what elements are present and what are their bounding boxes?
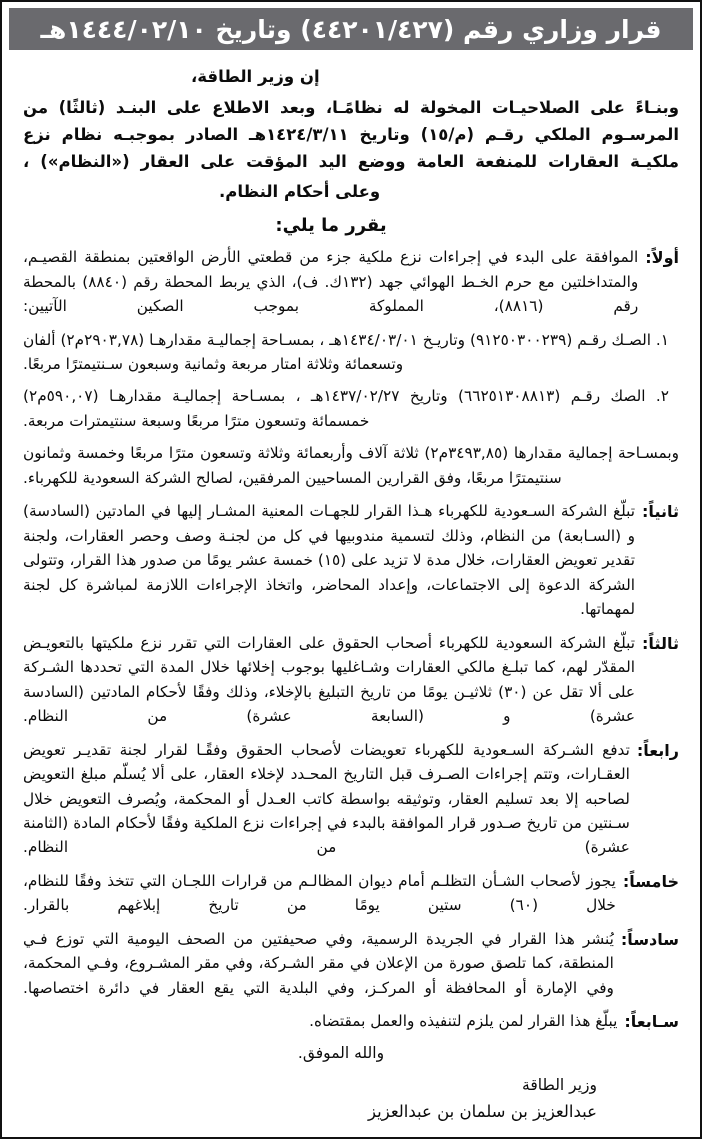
- clause-text-seventh: يبلّغ هذا القرار لمن يلزم لتنفيذه والعمل بمقتضاه.: [309, 1012, 618, 1031]
- clause-text-fifth: يجوز لأصحاب الشـأن التظلـم أمام ديوان المظالـم من قرارات اللجـان التي تتخذ وفقًا للنظام، خلال (٦٠) ستين يومًا من تاريخ إبلاغهم بالقرار.: [23, 871, 616, 915]
- signature-block: [23, 1072, 679, 1126]
- preamble-paragraph-1: وبنـاءً على الصلاحيـات المخولة له نظامًـا، وبعد الاطلاع على البنـد (ثالثًا) من المرسـوم الملكي رقـم (م/١٥) وتاريخ ١٤٢٤/٣/١١هـ الصادر بموجبـه نظام نزع ملكيـة العقارات للمنفعة العامة ووضع اليد المؤقت على العقار («النظام») ،: [23, 98, 679, 171]
- clause-second: [23, 499, 679, 621]
- document-body: [9, 50, 693, 1126]
- preamble-paragraph-2: وعلى أحكام النظام.: [219, 182, 381, 202]
- clause-label-fourth: رابعاً:: [636, 740, 679, 760]
- clause-text-third: تبلّغ الشركة السعودية للكهرباء أصحاب الحقوق على العقارات التي تقرر نزع ملكيتها بالتعويـض المقدّر لهم، كما تبلـغ مالكي العقارات وشـاغليها بوجوب إخلائها خلال المدة التي تحددها الشـركة على ألا تقل عن (٣٠) ثلاثيـن يومًا من تاريخ التبليغ بالإخلاء، وذلك وفقًا لأحكام المادتين (السادسة عشرة) و (السابعة عشرة) من النظام.: [23, 633, 636, 726]
- deed-item-1: ١. الصـك رقـم (٩١٢٥٠٣٠٠٢٣٩) وتاريـخ ١٤٣٤/٠٣/٠١هـ ، بمسـاحة إجماليـة مقدارهـا (٢٩٠٣,٧٨م٢) ألفان وتسعمائة وثلاثة امتار مربعة وثمانية وسبعون سـنتيمترًا مربعًا.: [23, 330, 669, 374]
- clause-label-first: أولاً:: [645, 248, 679, 268]
- clause-fourth: [23, 738, 679, 860]
- clause-seventh: [23, 1009, 679, 1035]
- clause-first: [23, 245, 679, 318]
- page-inner: [2, 2, 700, 1137]
- total-area-paragraph: وبمسـاحة إجمالية مقدارها (٣٤٩٣,٨٥م٢) ثلاثة آلاف وأربعمائة وثلاثة وتسعون مترًا مربعًا وخمسة وثمانون سنتيمترًا مربعًا، وفق القرارين المساحيين المرفقين، لصالح الشركة السعودية للكهرباء.: [23, 444, 679, 487]
- clause-label-seventh: سـابعاً:: [624, 1012, 679, 1032]
- clause-text-fourth: تدفع الشـركة السـعودية للكهرباء تعويضات لأصحاب الحقوق وفقًـا لقرار لجنة تقديـر تعويض العقـارات، وتتم إجراءات الصـرف قبل التاريخ المحـدد لإخلاء العقار، على ألا يُسلّم مبلغ التعويض لصاحبه إلا بعد تسليم العقار، وتوثيقه بواسطة كاتب العـدل أو المحكمة، ويُصرف التعويض خلال سـنتين من تاريخ صـدور قرار الموافقة بالبدء في إجراءات نزع الملكية وفقًا لأحكام المادة (الثامنة عشرة) من النظام.: [23, 740, 630, 857]
- clause-label-second: ثانياً:: [642, 502, 679, 522]
- clause-text-sixth: يُنشر هذا القرار في الجريدة الرسمية، وفي صحيفتين من الصحف اليومية التي توزع فـي المنطقة، كما تلصق صورة من الإعلان في مقر الشـركة، وفي مقر المشـروع، وفـي المحكمة، وفي الإمارة أو المحافظة أو المركـز، وفي البلدية التي يقع العقار في دائرة اختصاصها.: [23, 929, 614, 997]
- lead-line: إن وزير الطاقة،: [191, 67, 320, 86]
- decree-header-title: قرار وزاري رقم (٤٤٢٠١/٤٢٧) وتاريخ ١٤٤٤/٠٢/١٠هـ: [40, 14, 662, 44]
- clause-sixth: [23, 927, 679, 1000]
- clause-label-sixth: سادساً:: [620, 929, 679, 949]
- decides-heading: يقرر ما يلي:: [275, 215, 387, 237]
- clause-text-first: الموافقة على البدء في إجراءات نزع ملكية جزء من قطعتي الأرض الواقعتين بمنطقة القصيـم، والمتداخلتين مع حرم الخـط الهوائي جهد (١٣٢ك. ف)، الذي يربط المحطة رقم (٨٨٤٠) بالمحطة رقم (٨٨١٦)، المملوكة بموجب الصكين الآتيين:: [23, 248, 639, 316]
- clause-label-third: ثالثاً:: [642, 633, 679, 653]
- clause-third: [23, 631, 679, 729]
- clause-label-fifth: خامساً:: [622, 871, 679, 891]
- clause-text-second: تبلّغ الشركة السـعودية للكهرباء هـذا القرار للجهـات المعنية المشـار إليها في المادتين (السادسة) و (السـابعة) من النظام، وذلك لتسمية مندوبيها في كل من لجنـة وصف وحصر العقارات، ولجنة تقدير تعويض العقارات، خلال مدة لا تزيد على (١٥) خمسة عشر يومًا من صدور هذا القرار، وتتولى الشركة الدعوة إلى الاجتماعات، وإعداد المحاضر، واتخاذ الإجراءات اللازمة لمباشرة كل لجنة لمهماتها.: [23, 502, 636, 619]
- deed-item-2: ٢. الصك رقـم (٦٦٢٥١٣٠٨٨١٣) وتاريخ ١٤٣٧/٠٢/٢٧هـ ، بمسـاحة إجماليـة مقدارهـا (٥٩٠,٠٧م٢) خمسمائة وتسعون مترًا مربعًا وسبعة سنتيمترات مربعة.: [23, 387, 669, 430]
- signatory-title: وزير الطاقة: [522, 1075, 597, 1094]
- closing-invocation: والله الموفق.: [297, 1043, 385, 1062]
- signatory-name: عبدالعزيز بن سلمان بن عبدالعزيز: [368, 1102, 597, 1122]
- decree-header-bar: [9, 8, 693, 50]
- clause-fifth: [23, 869, 679, 918]
